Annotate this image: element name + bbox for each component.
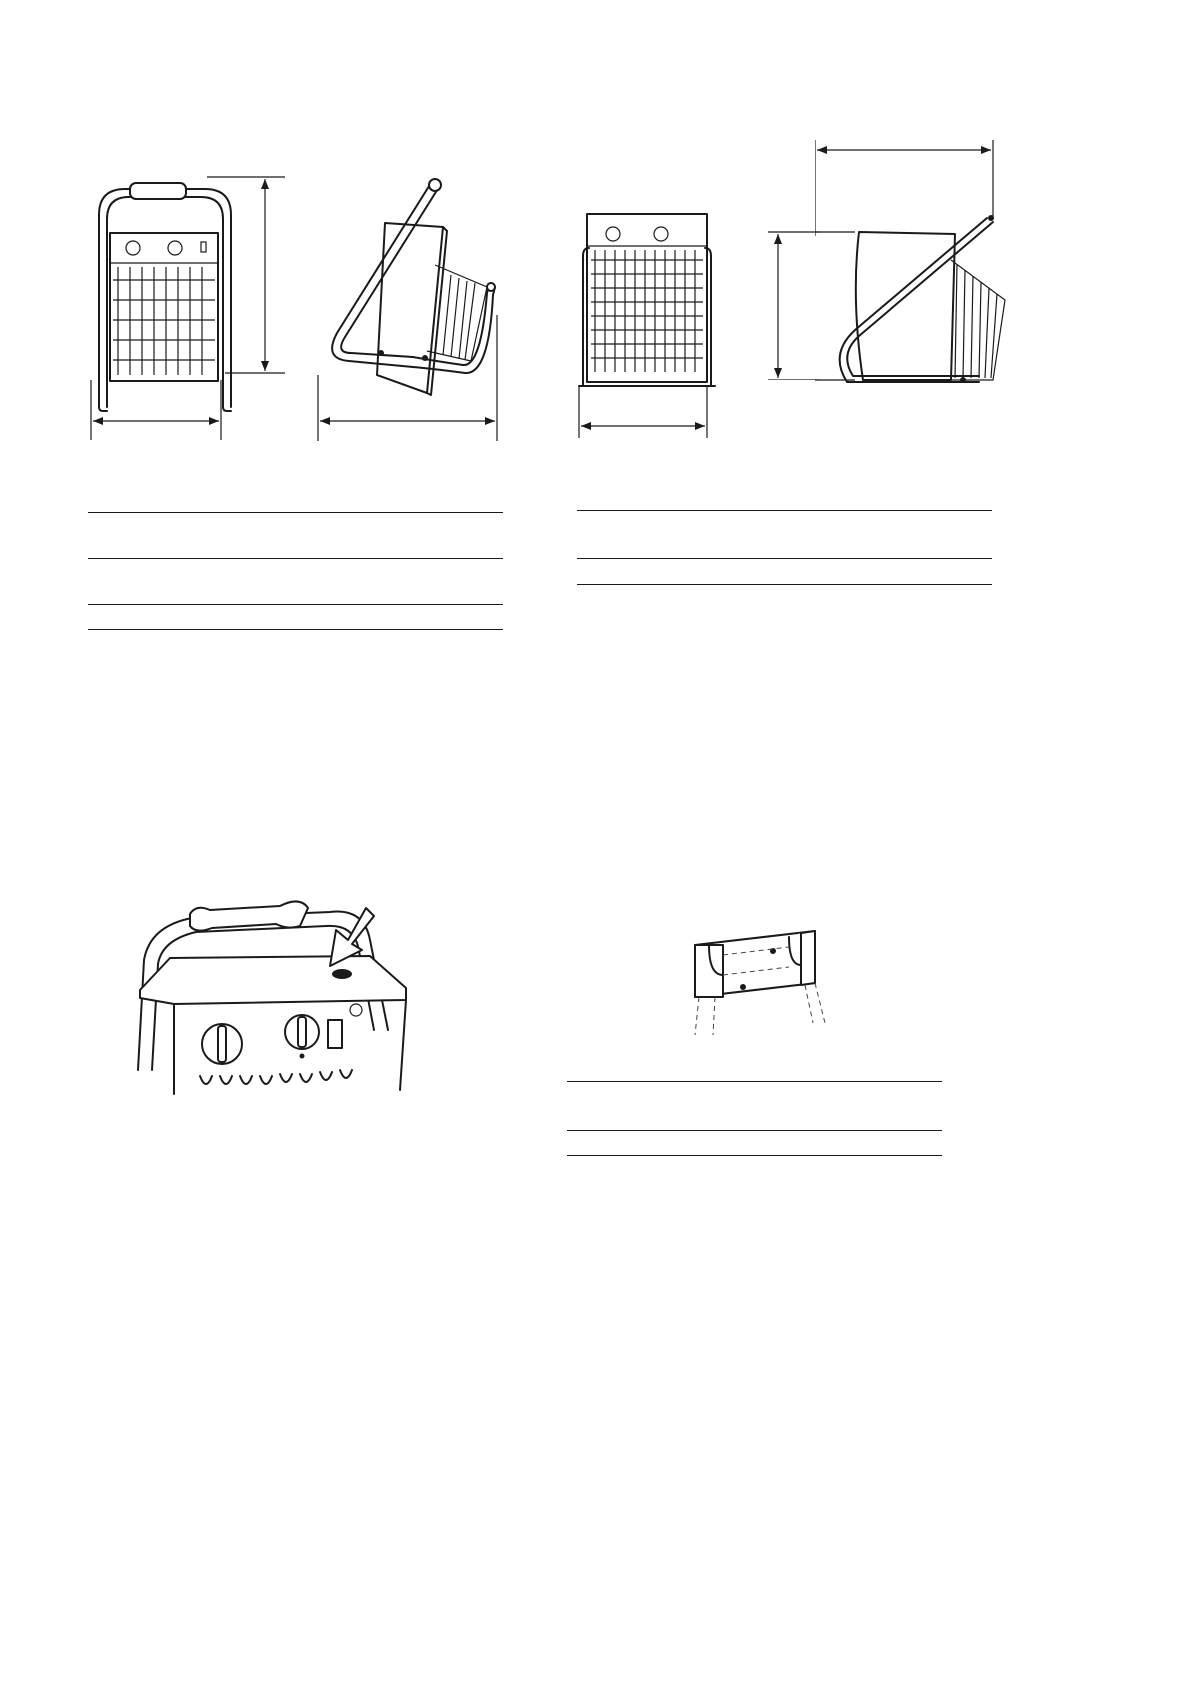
large-heater-height-dim bbox=[760, 230, 830, 380]
table-rule bbox=[88, 604, 503, 605]
wall-bracket-figure bbox=[685, 925, 865, 1045]
table-rule bbox=[577, 558, 992, 559]
table-rule bbox=[88, 558, 503, 559]
table-rule bbox=[88, 512, 503, 513]
table-rule bbox=[567, 1155, 942, 1156]
heater-front-view-icon bbox=[85, 175, 325, 475]
small-heater-side-figure bbox=[315, 175, 555, 475]
small-heater-front-figure bbox=[85, 175, 325, 475]
large-heater-front-figure bbox=[575, 200, 735, 475]
table-rule bbox=[567, 1081, 942, 1082]
heater-side-view-large-icon bbox=[815, 140, 1075, 410]
dimension-arrow-icon bbox=[760, 230, 830, 380]
large-heater-side-figure bbox=[815, 140, 1075, 410]
table-rule bbox=[577, 584, 992, 585]
table-rule bbox=[567, 1130, 942, 1131]
table-rule bbox=[88, 629, 503, 630]
heater-side-view-tilted-icon bbox=[315, 175, 555, 475]
wall-bracket-icon bbox=[685, 925, 865, 1045]
heater-front-view-large-icon bbox=[575, 200, 735, 475]
control-panel-figure bbox=[130, 880, 430, 1110]
table-rule bbox=[577, 510, 992, 511]
control-panel-closeup-icon bbox=[130, 880, 430, 1110]
